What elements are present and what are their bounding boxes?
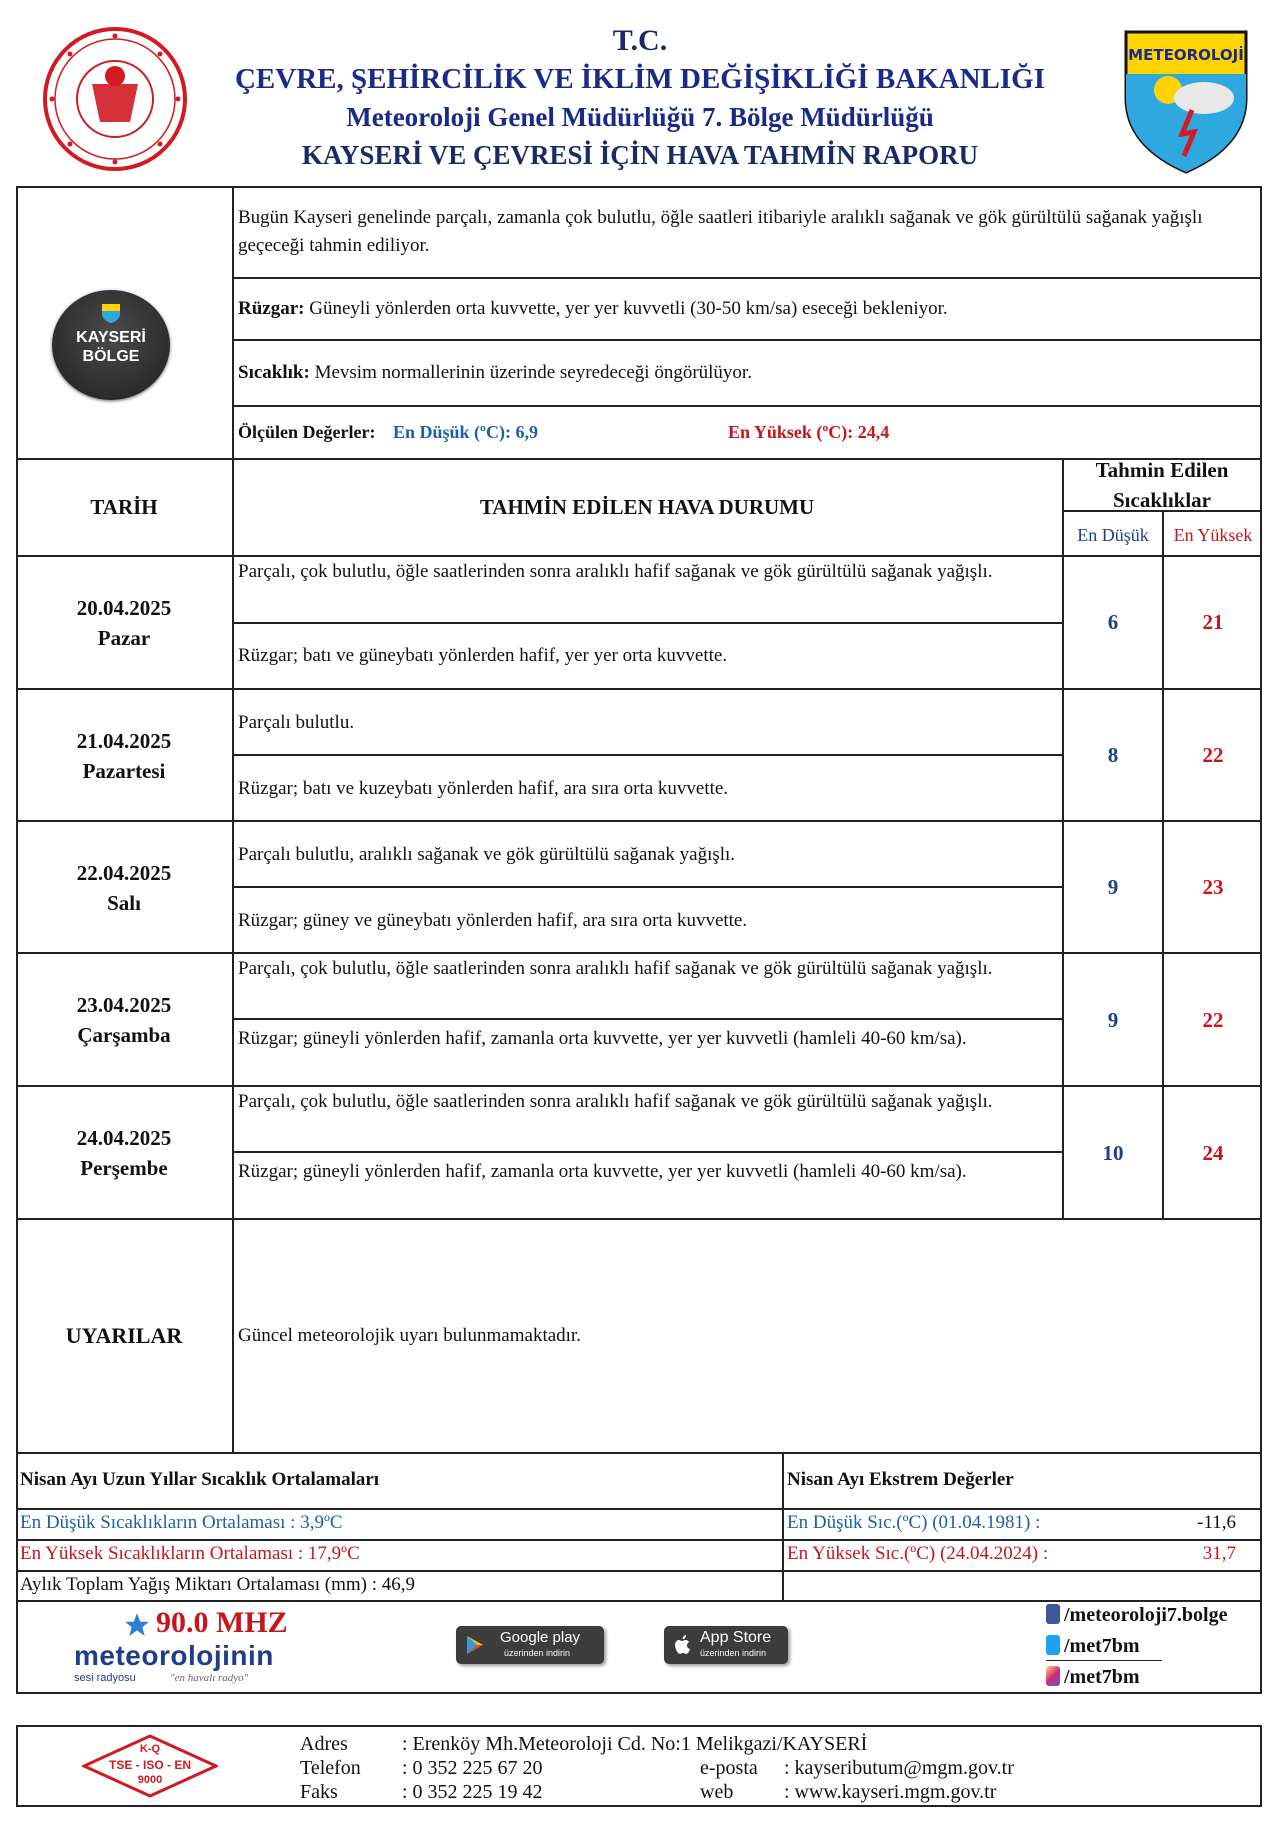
row-day: Çarşamba <box>77 1023 171 1047</box>
radio-sub: sesi radyosu <box>74 1672 136 1684</box>
star-icon <box>124 1612 150 1638</box>
radio-logo[interactable] <box>70 1604 310 1690</box>
row-min: 6 <box>1107 610 1119 634</box>
row-day: Pazartesi <box>82 759 166 783</box>
app-store-button[interactable] <box>664 1626 788 1664</box>
row-weather: Parçalı bulutlu, aralıklı sağanak ve gök gürültülü sağanak yağışlı. <box>238 844 736 865</box>
row-max: 21 <box>1202 610 1224 634</box>
col-header-min: En Düşük <box>1077 525 1149 545</box>
fax-value: : 0 352 225 19 42 <box>402 1781 543 1803</box>
twitter-icon <box>1046 1635 1060 1655</box>
col-header-date: TARİH <box>90 495 158 519</box>
google-play-icon <box>465 1635 485 1655</box>
header-tc: T.C. <box>612 24 668 57</box>
climate-left-title: Nisan Ayı Uzun Yıllar Sıcaklık Ortalamaları <box>20 1469 380 1490</box>
cert-line3: 9000 <box>137 1774 163 1786</box>
row-weather: Parçalı bulutlu. <box>238 712 355 733</box>
row-date: 24.04.2025 <box>76 1126 172 1150</box>
col-header-temps-2: Sıcaklıklar <box>1112 488 1212 512</box>
row-weather: Parçalı, çok bulutlu, öğle saatlerinden sonra aralıklı hafif sağanak ve gök gürültülü sağanak yağışlı. <box>238 561 993 582</box>
google-play-sub: üzerinden indirin <box>504 1648 571 1658</box>
shield-label: METEOROLOJİ <box>1128 46 1244 64</box>
row-wind: Rüzgar; güney ve güneybatı yönlerden hafif, ara sıra orta kuvvette. <box>238 910 748 931</box>
badge-line2: BÖLGE <box>82 348 140 365</box>
google-play-main: Google play <box>500 1629 581 1646</box>
phone-value: : 0 352 225 67 20 <box>402 1757 543 1779</box>
row-min: 10 <box>1102 1141 1124 1165</box>
warnings-text: Güncel meteorolojik uyarı bulunmamaktadır. <box>238 1325 581 1346</box>
radio-frequency: 90.0 MHZ <box>156 1606 288 1639</box>
web-link[interactable]: : www.kayseri.mgm.gov.tr <box>784 1781 997 1803</box>
radio-name: meteorolojinin <box>74 1640 274 1671</box>
app-store-sub: üzerinden indirin <box>700 1648 767 1658</box>
wind-label: Rüzgar: <box>238 298 305 319</box>
twitter-link[interactable] <box>1046 1631 1140 1661</box>
warnings-label: UYARILAR <box>65 1323 183 1348</box>
row-max: 23 <box>1202 875 1224 899</box>
row-date: 22.04.2025 <box>76 861 172 885</box>
web-label: web <box>700 1781 734 1803</box>
row-weather: Parçalı, çok bulutlu, öğle saatlerinden sonra aralıklı hafif sağanak ve gök gürültülü sağanak yağışlı. <box>238 958 993 979</box>
row-min: 9 <box>1107 1008 1119 1032</box>
apple-icon <box>673 1634 693 1656</box>
instagram-link[interactable] <box>1046 1662 1140 1692</box>
temp-text: Mevsim normallerinin üzerinde seyredeceği öngörülüyor. <box>309 362 752 383</box>
avg-rainfall: Aylık Toplam Yağış Miktarı Ortalaması (mm) : 46,9 <box>20 1574 416 1595</box>
row-max: 24 <box>1202 1141 1224 1165</box>
measured-label: Ölçülen Değerler: <box>238 422 376 442</box>
measured-min: En Düşük (ºC): 6,9 <box>393 422 538 442</box>
cert-line1: K-Q <box>139 1743 161 1755</box>
row-max: 22 <box>1202 1008 1224 1032</box>
meteoroloji-shield-icon <box>1122 28 1250 176</box>
google-play-button[interactable] <box>456 1626 604 1664</box>
twitter-handle: /met7bm <box>1064 1635 1140 1657</box>
row-wind: Rüzgar; batı ve güneybatı yönlerden hafif, yer yer orta kuvvette. <box>238 645 728 666</box>
measured-max: En Yüksek (ºC): 24,4 <box>728 422 890 442</box>
extreme-max-label: En Yüksek Sıc.(ºC) (24.04.2024) : <box>787 1543 1049 1564</box>
facebook-icon <box>1046 1604 1060 1624</box>
report-header <box>0 0 1280 185</box>
summary-temperature <box>238 359 1248 387</box>
fax-label: Faks <box>300 1781 338 1803</box>
avg-max-temp: En Yüksek Sıcaklıkların Ortalaması : 17,9ºC <box>20 1543 360 1564</box>
summary-general: Bugün Kayseri genelinde parçalı, zamanla çok bulutlu, öğle saatleri itibariyle aralıklı sağanak ve gök gürültülü sağanak yağışlı geçeceği tahmin ediliyor. <box>238 207 1203 256</box>
address-label: Adres <box>300 1733 348 1755</box>
extreme-max-value: 31,7 <box>1202 1543 1236 1564</box>
app-store-main: App Store <box>700 1629 772 1646</box>
kayseri-region-badge <box>52 290 170 400</box>
header-report-title: KAYSERİ VE ÇEVRESİ İÇİN HAVA TAHMİN RAPORU <box>301 140 979 170</box>
row-day: Salı <box>107 891 141 915</box>
ministry-seal-icon <box>30 24 200 174</box>
row-day: Perşembe <box>80 1156 168 1180</box>
extreme-min-label: En Düşük Sıc.(ºC) (01.04.1981) : <box>787 1512 1041 1533</box>
row-wind: Rüzgar; güneyli yönlerden hafif, zamanla orta kuvvette, yer yer kuvvetli (hamleli 40-60 km/sa). <box>238 1028 967 1049</box>
tse-iso-certificate <box>82 1734 218 1798</box>
temp-label: Sıcaklık: <box>238 362 310 383</box>
phone-label: Telefon <box>300 1757 361 1779</box>
row-date: 23.04.2025 <box>76 993 172 1017</box>
row-date: 21.04.2025 <box>76 729 172 753</box>
email-label: e-posta <box>700 1757 758 1779</box>
col-header-temps-1: Tahmin Edilen <box>1095 458 1229 482</box>
row-wind: Rüzgar; batı ve kuzeybatı yönlerden hafif, ara sıra orta kuvvette. <box>238 778 729 799</box>
row-max: 22 <box>1202 743 1224 767</box>
cert-line2: TSE - ISO - EN <box>108 1758 191 1772</box>
row-wind: Rüzgar; güneyli yönlerden hafif, zamanla orta kuvvette, yer yer kuvvetli (hamleli 40-60 km/sa). <box>238 1161 967 1182</box>
row-day: Pazar <box>97 626 151 650</box>
region-crest-icon <box>100 302 122 324</box>
col-header-forecast: TAHMİN EDİLEN HAVA DURUMU <box>479 495 815 519</box>
wind-text: Güneyli yönlerden orta kuvvette, yer yer kuvvetli (30-50 km/sa) eseceği bekleniyor. <box>304 298 948 319</box>
instagram-icon <box>1046 1666 1060 1686</box>
col-header-max: En Yüksek <box>1173 525 1253 545</box>
radio-tagline: "en havalı radyo" <box>170 1672 249 1684</box>
row-min: 8 <box>1107 743 1119 767</box>
facebook-handle: /meteoroloji7.bolge <box>1064 1604 1228 1626</box>
header-directorate: Meteoroloji Genel Müdürlüğü 7. Bölge Müdürlüğü <box>346 102 934 132</box>
facebook-link[interactable] <box>1046 1600 1227 1630</box>
header-ministry: ÇEVRE, ŞEHİRCİLİK VE İKLİM DEĞİŞİKLİĞİ BAKANLIĞI <box>234 63 1046 95</box>
climate-right-title: Nisan Ayı Ekstrem Değerler <box>787 1469 1014 1490</box>
address-value: : Erenköy Mh.Meteoroloji Cd. No:1 Melikgazi/KAYSERİ <box>402 1733 868 1755</box>
summary-wind <box>238 295 1248 323</box>
badge-line1: KAYSERİ <box>76 329 146 346</box>
row-min: 9 <box>1107 875 1119 899</box>
row-weather: Parçalı, çok bulutlu, öğle saatlerinden sonra aralıklı hafif sağanak ve gök gürültülü sağanak yağışlı. <box>238 1091 993 1112</box>
extreme-min-value: -11,6 <box>1197 1512 1236 1533</box>
instagram-handle: /met7bm <box>1064 1666 1140 1688</box>
row-date: 20.04.2025 <box>76 596 172 620</box>
email-link[interactable]: : kayseributum@mgm.gov.tr <box>784 1757 1014 1779</box>
avg-min-temp: En Düşük Sıcaklıkların Ortalaması : 3,9ºC <box>20 1512 343 1533</box>
